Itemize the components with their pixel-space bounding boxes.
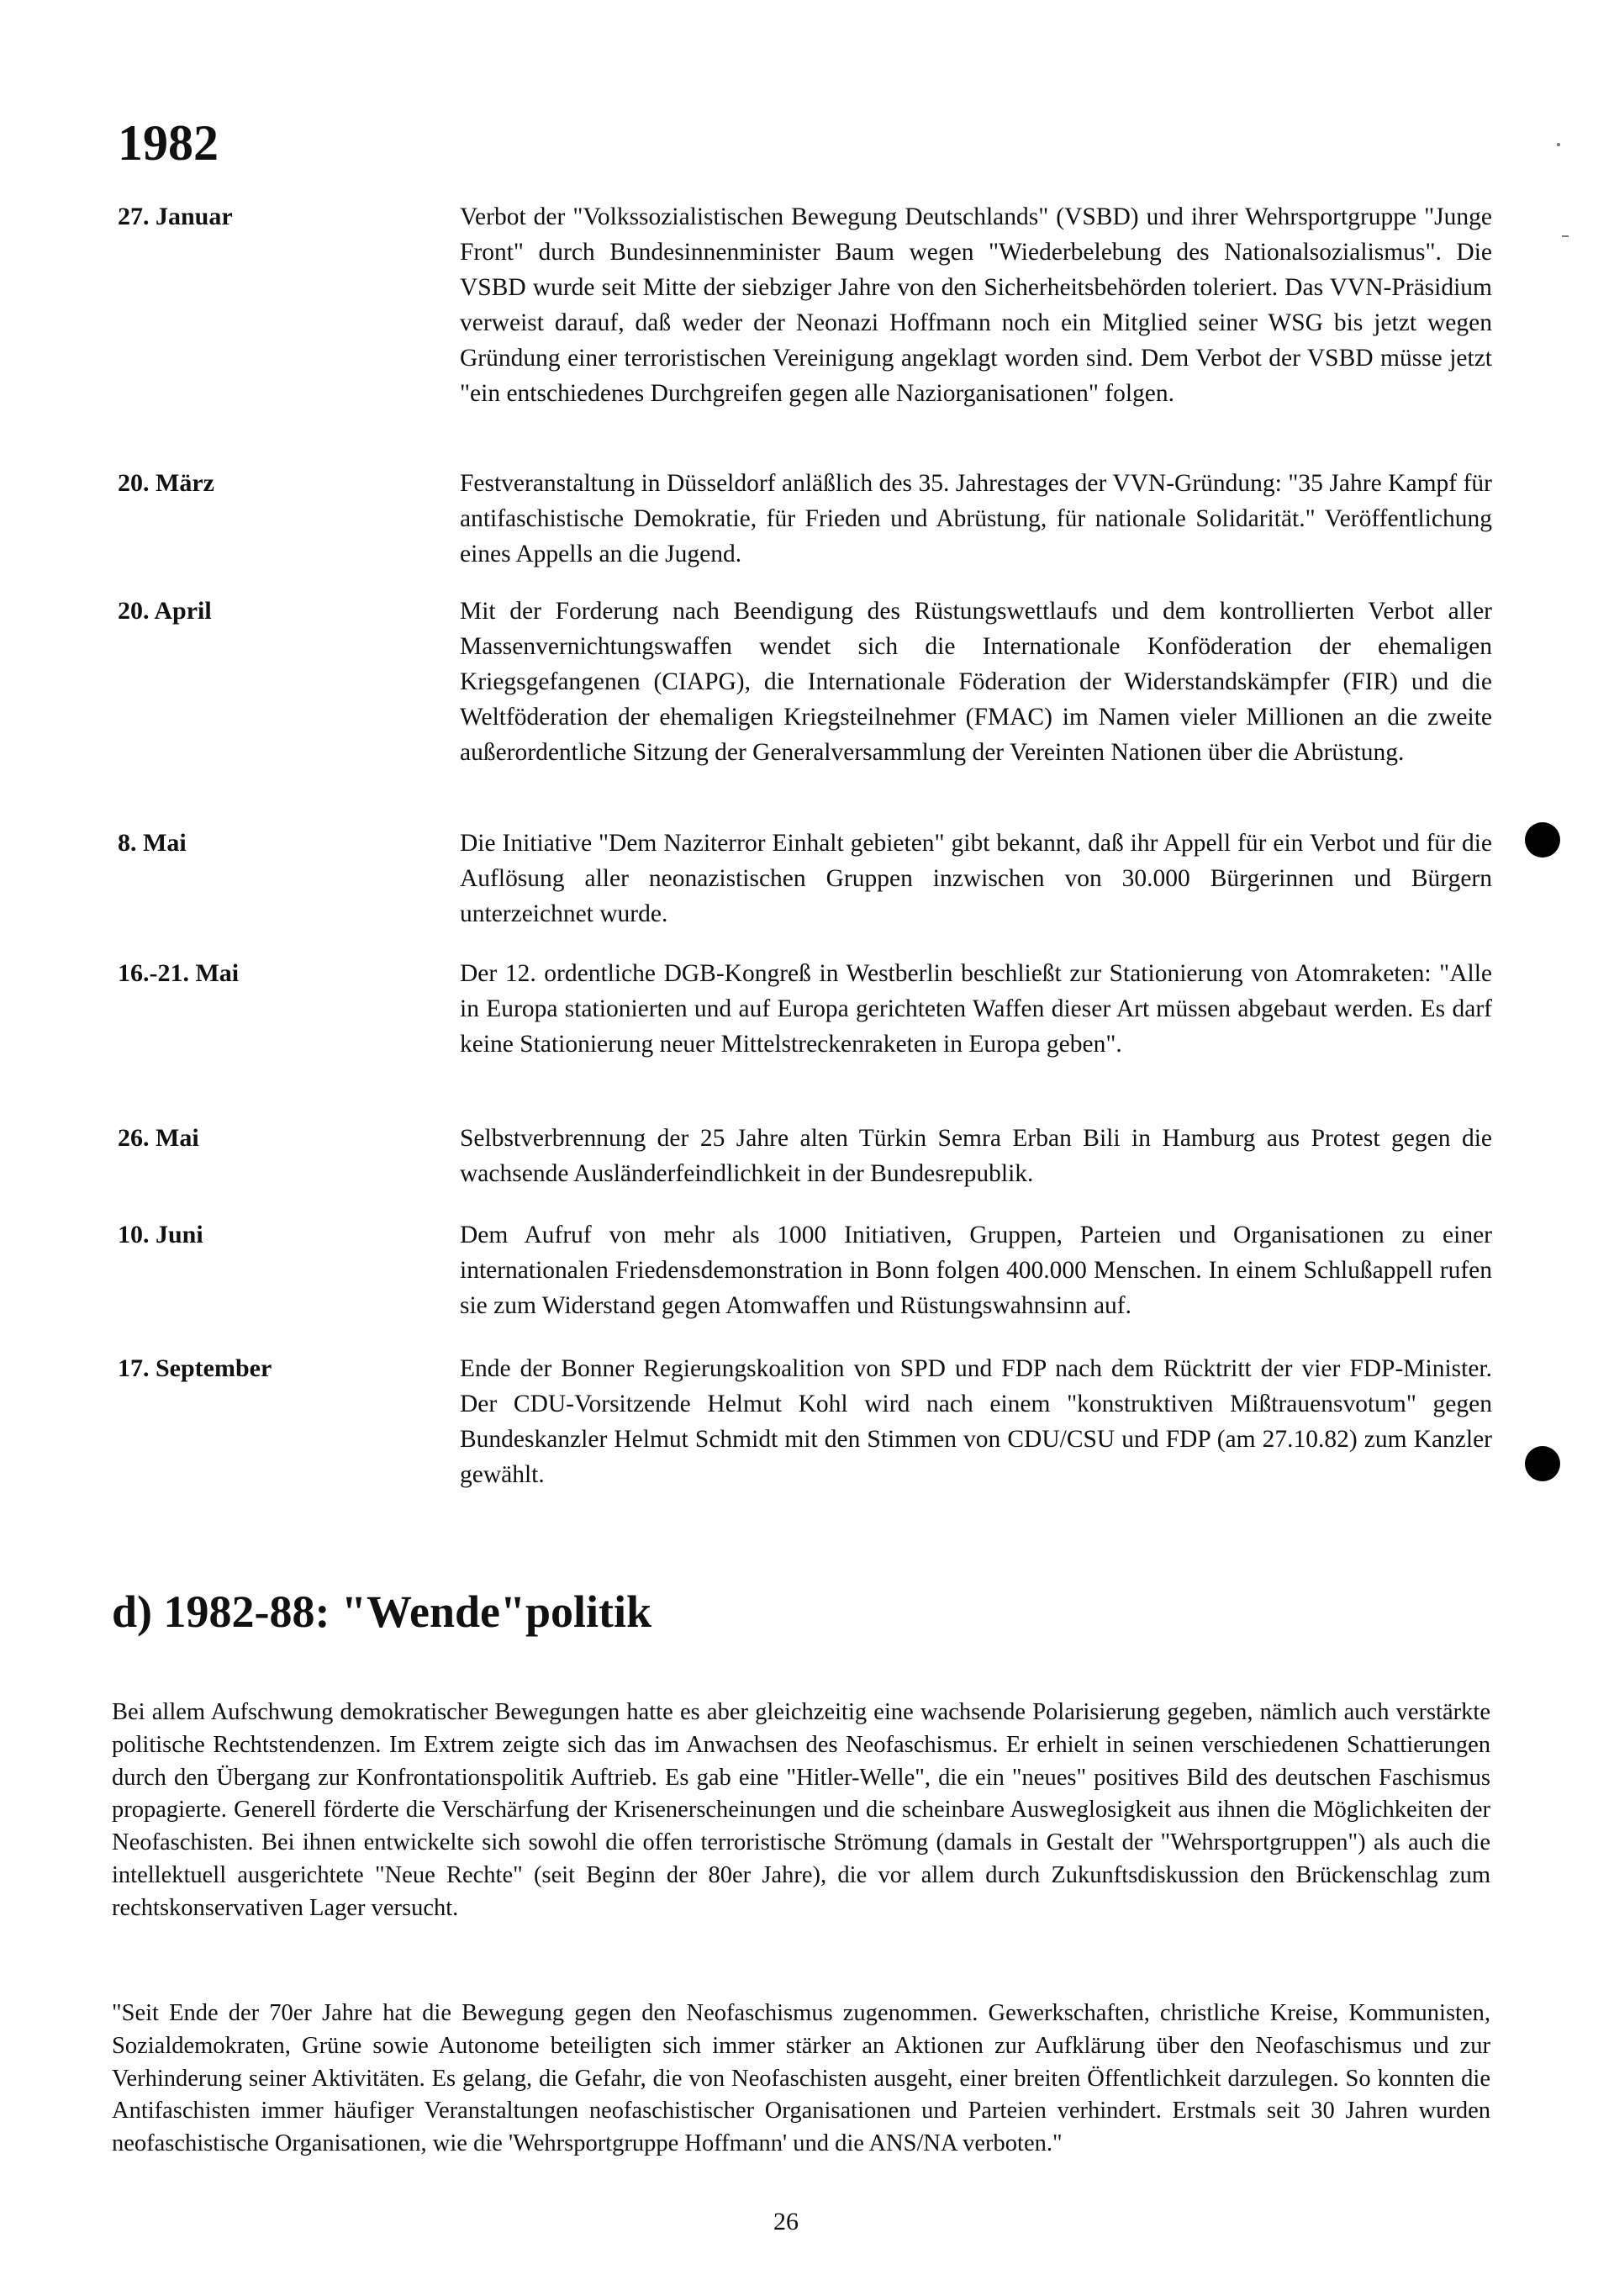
entry-text: Selbstverbrennung der 25 Jahre alten Türkin Semra Erban Bili in Hamburg aus Protest gegen die wachsende Ausländerfeindlichkeit in der Bundesrepublik. bbox=[460, 1125, 1492, 1187]
entry-date: 8. Mai bbox=[118, 829, 187, 857]
entry-date: 27. Januar bbox=[118, 203, 233, 230]
punch-hole-mark bbox=[1525, 1446, 1560, 1481]
entry-date: 17. September bbox=[118, 1354, 272, 1382]
section-heading: d) 1982-88: "Wende"politik bbox=[112, 1586, 652, 1637]
entry-date: 20. März bbox=[118, 469, 214, 497]
entry-date: 20. April bbox=[118, 597, 212, 625]
quote-paragraph: "Seit Ende der 70er Jahre hat die Bewegung gegen den Neofaschismus zugenommen. Gewerkschaften, christliche Kreise, Kommunisten, Sozialdemokraten, Grüne sowie Autonome beteiligten sich immer stärker an Aktionen zur Aufklärung über den Neofaschismus und zur Verhinderung seiner Aktivitäten. Es gelang, die Gefahr, die von Neofaschisten ausgeht, einer breiten Öffentlichkeit darzulegen. So konnten die Antifaschisten immer häufiger Veranstaltungen neofaschistischer Organisationen und Parteien verhindert. Erstmals seit 30 Jahren wurden neofaschistische Organisationen, wie die 'Wehrsportgruppe Hoffmann' und die ANS/NA verboten." bbox=[112, 2000, 1490, 2157]
entry-text: Die Initiative "Dem Naziterror Einhalt gebieten" gibt bekannt, daß ihr Appell für ein Verbot und für die Auflösung aller neonazistischen Gruppen inzwischen von 30.000 Bürgerinnen und Bürgern unterzeichnet wurde. bbox=[460, 830, 1492, 927]
entry-date: 10. Juni bbox=[118, 1221, 203, 1248]
entry-text: Festveranstaltung in Düsseldorf anläßlich des 35. Jahrestages der VVN-Gründung: "35 Jahre Kampf für antifaschistische Demokratie, für Frieden und Abrüstung, für nationale Solidarität." Veröffentlichung eines Appells an die Jugend. bbox=[460, 470, 1492, 567]
entry-text: Verbot der "Volkssozialistischen Bewegung Deutschlands" (VSBD) und ihrer Wehrsportgruppe "Junge Front" durch Bundesinnenminister Baum wegen "Wiederbelebung des Nationalsozialismus". Die VSBD wurde seit Mitte der siebziger Jahre von den Sicherheitsbehörden toleriert. Das VVN-Präsidium verweist darauf, daß weder der Neonazi Hoffmann noch ein Mitglied seiner WSG bis jetzt wegen Gründung einer terroristischen Vereinigung angeklagt worden sind. Dem Verbot der VSBD müsse jetzt "ein entschiedenes Durchgreifen gegen alle Naziorganisationen" folgen. bbox=[460, 203, 1492, 407]
entry-date: 16.-21. Mai bbox=[118, 959, 240, 987]
entry-text: Ende der Bonner Regierungskoalition von SPD und FDP nach dem Rücktritt der vier FDP-Minister. Der CDU-Vorsitzende Helmut Kohl wird nach einem "konstruktiven Mißtrauensvotum" gegen Bundeskanzler Helmut Schmidt mit den Stimmen von CDU/CSU und FDP (am 27.10.82) zum Kanzler gewählt. bbox=[460, 1355, 1492, 1488]
scan-speck bbox=[1557, 143, 1560, 146]
entry-text: Der 12. ordentliche DGB-Kongreß in Westberlin beschließt zur Stationierung von Atomraketen: "Alle in Europa stationierten und auf Europa gerichteten Waffen dieser Art müssen abgebaut werden. Es darf keine Stationierung neuer Mittelstreckenraketen in Europa geben". bbox=[460, 960, 1492, 1058]
scan-speck bbox=[1562, 235, 1569, 237]
punch-hole-mark bbox=[1525, 822, 1560, 858]
page-number: 26 bbox=[773, 2208, 799, 2235]
body-paragraph: Bei allem Aufschwung demokratischer Bewegungen hatte es aber gleichzeitig eine wachsende Polarisierung gegeben, nämlich auch verstärkte politische Rechtstendenzen. Im Extrem zeigte sich das im Anwachsen des Neofaschismus. Er erhielt in seinen verschiedenen Schattierungen durch den Übergang zur Konfrontationspolitik Auftrieb. Es gab eine "Hitler-Welle", die ein "neues" positives Bild des deutschen Faschismus propagierte. Generell förderte die Verschärfung der Krisenerscheinungen und die scheinbare Ausweglosigkeit aus ihnen die Möglichkeiten der Neofaschisten. Bei ihnen entwickelte sich sowohl die offen terroristische Strömung (damals in Gestalt der "Wehrsportgruppen") als auch die intellektuell ausgerichtete "Neue Rechte" (seit Beginn der 80er Jahre), die vor allem durch Zukunftsdiskussion den Brückenschlag zum rechtskonservativen Lager versucht. bbox=[112, 1699, 1490, 1921]
entry-date: 26. Mai bbox=[118, 1124, 199, 1152]
year-heading: 1982 bbox=[118, 115, 219, 171]
entry-text: Mit der Forderung nach Beendigung des Rüstungswettlaufs und dem kontrollierten Verbot aller Massenvernichtungswaffen wendet sich die Internationale Konföderation der ehemaligen Kriegsgefangenen (CIAPG), die Internationale Föderation der Widerstandskämpfer (FIR) und die Weltföderation der ehemaligen Kriegsteilnehmer (FMAC) im Namen vieler Millionen an die zweite außerordentliche Sitzung der Generalversammlung der Vereinten Nationen über die Abrüstung. bbox=[460, 598, 1492, 766]
entry-text: Dem Aufruf von mehr als 1000 Initiativen, Gruppen, Parteien und Organisationen zu einer internationalen Friedensdemonstration in Bonn folgen 400.000 Menschen. In einem Schlußappell rufen sie zum Widerstand gegen Atomwaffen und Rüstungswahnsinn auf. bbox=[460, 1222, 1492, 1319]
